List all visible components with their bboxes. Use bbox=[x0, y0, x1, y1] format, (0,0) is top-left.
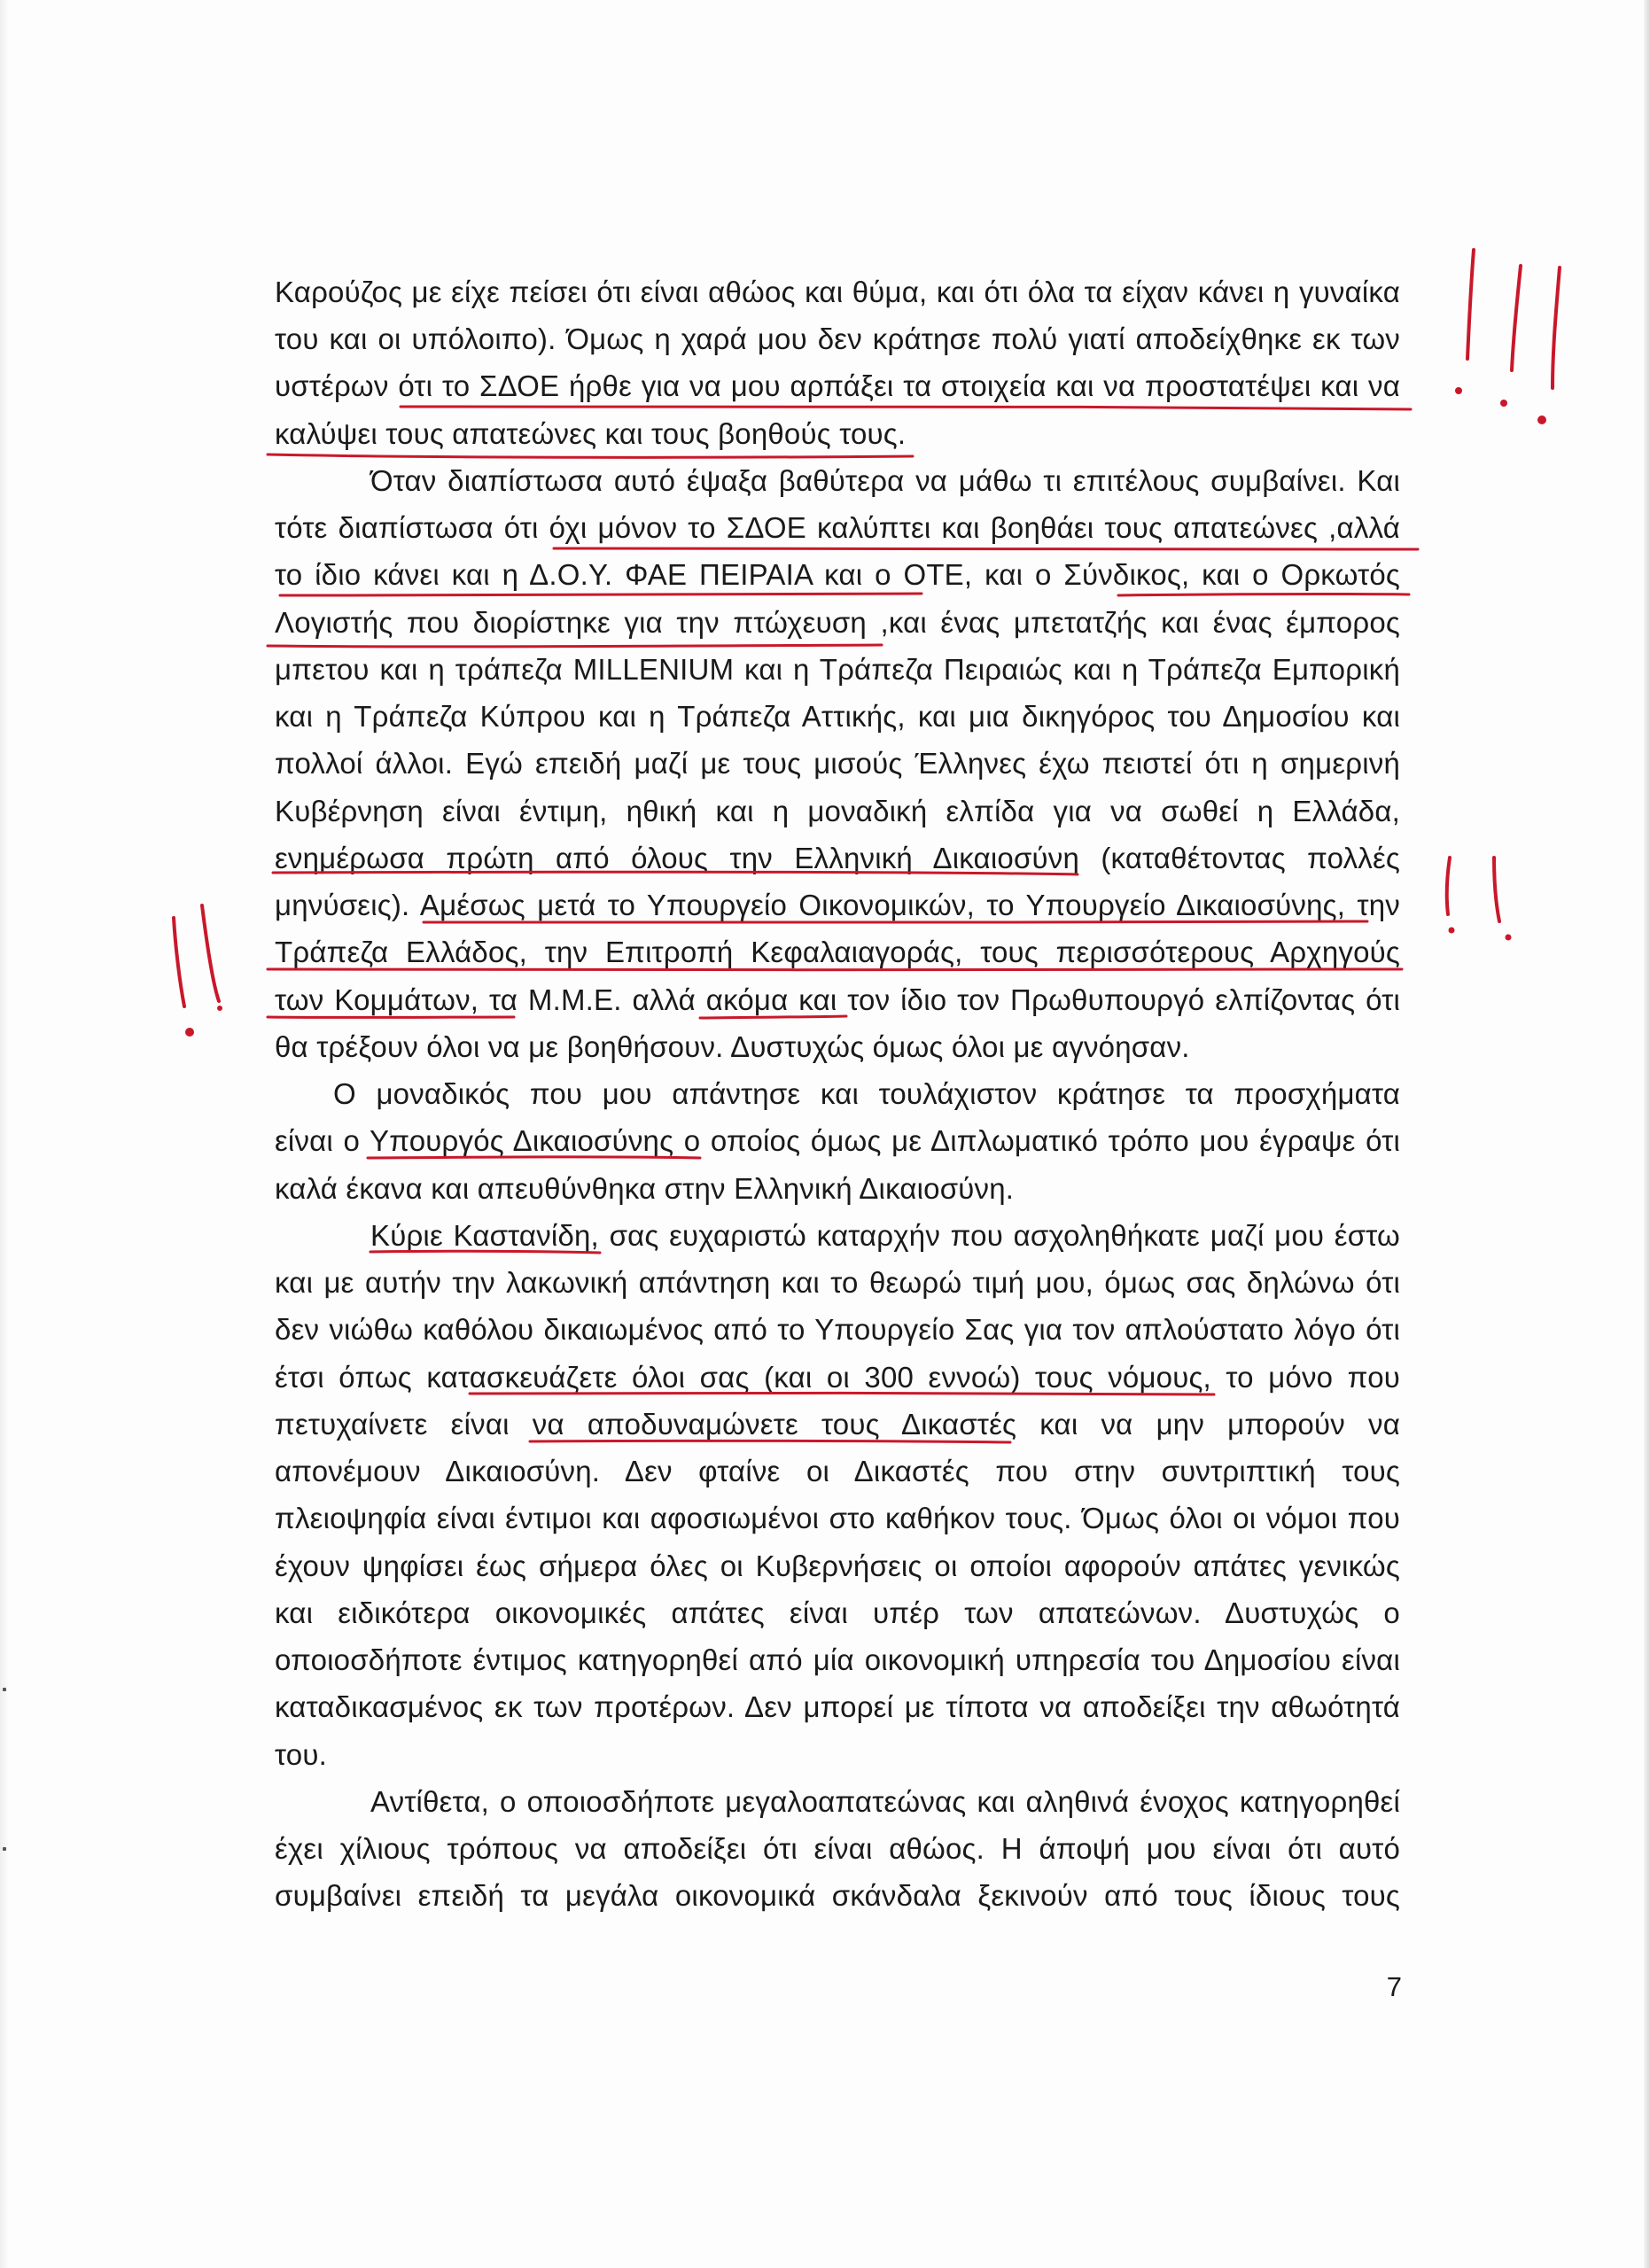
text-line: έτσι όπως κατασκευάζετε όλοι σας (και οι 300 εννοώ) τους νόμους, το μόνο που bbox=[275, 1361, 1400, 1394]
text-line: Αντίθετα, ο οποιοσδήποτε μεγαλοαπατεώνας και αληθινά ένοχος κατηγορηθεί bbox=[370, 1785, 1400, 1818]
text-line: Τράπεζα Ελλάδος, την Επιτροπή Κεφαλαιαγοράς, τους περισσότερους Αρχηγούς bbox=[275, 936, 1400, 968]
text-line: είναι ο Υπουργός Δικαιοσύνης ο οποίος όμως με Διπλωματικό τρόπο μου έγραψε ότι bbox=[275, 1124, 1400, 1157]
text-line: πετυχαίνετε είναι να αποδυναμώνετε τους Δικαστές και να μην μπορούν να bbox=[275, 1408, 1400, 1441]
text-line: ενημέρωσα πρώτη από όλους την Ελληνική Δικαιοσύνη (καταθέτοντας πολλές bbox=[275, 842, 1400, 874]
text-line: μηνύσεις). Αμέσως μετά το Υπουργείο Οικονομικών, το Υπουργείο Δικαιοσύνης, την bbox=[275, 889, 1400, 921]
text-line: συμβαίνει επειδή τα μεγάλα οικονομικά σκάνδαλα ξεκινούν από τους ίδιους τους bbox=[275, 1879, 1400, 1912]
text-line: του και οι υπόλοιπο). Όμως η χαρά μου δεν κράτησε πολύ γιατί αποδείχθηκε εκ των bbox=[275, 322, 1400, 355]
page-number: 7 bbox=[1386, 1971, 1402, 2002]
text-line: μπετου και η τράπεζα MILLENIUM και η Τράπεζα Πειραιώς και η Τράπεζα Εμπορική bbox=[275, 653, 1400, 686]
text-line: και ειδικότερα οικονομικές απάτες είναι υπέρ των απατεώνων. Δυστυχώς ο bbox=[275, 1596, 1400, 1629]
text-line: καλύψει τους απατεώνες και τους βοηθούς τους. bbox=[275, 417, 907, 450]
text-line: έχει χίλιους τρόπους να αποδείξει ότι είναι αθώος. Η άποψή μου είναι ότι αυτό bbox=[275, 1832, 1400, 1865]
text-line: πολλοί άλλοι. Εγώ επειδή μαζί με τους μισούς Έλληνες έχω πειστεί ότι η σημερινή bbox=[275, 747, 1400, 780]
text-line: του. bbox=[275, 1738, 327, 1771]
text-line: οποιοσδήποτε έντιμος κατηγορηθεί από μία οικονομική υπηρεσία του Δημοσίου είναι bbox=[275, 1643, 1400, 1676]
text-line: καλά έκανα και απευθύνθηκα στην Ελληνική Δικαιοσύνη. bbox=[275, 1172, 1015, 1205]
exclamation-marks-top-right bbox=[1455, 250, 1560, 424]
text-line: Ο μοναδικός που μου απάντησε και τουλάχιστον κράτησε τα προσχήματα bbox=[333, 1077, 1400, 1110]
text-line: και με αυτήν την λακωνική απάντηση και το θεωρώ τιμή μου, όμως σας δηλώνω ότι bbox=[275, 1266, 1400, 1299]
scan-speck bbox=[3, 1688, 6, 1691]
page-edge bbox=[1644, 0, 1650, 2268]
text-line: καταδικασμένος εκ των προτέρων. Δεν μπορεί με τίποτα να αποδείξει την αθωότητά bbox=[275, 1690, 1400, 1723]
scan-speck bbox=[3, 1847, 6, 1851]
exclamation-marks-middle-right bbox=[1447, 858, 1512, 941]
text-line: Καρούζος με είχε πείσει ότι είναι αθώος και θύμα, και ότι όλα τα είχαν κάνει η γυναίκα bbox=[275, 276, 1400, 308]
text-line: απονέμουν Δικαιοσύνη. Δεν φταίνε οι Δικαστές που στην συντριπτική τους bbox=[275, 1455, 1400, 1487]
text-line: υστέρων ότι το ΣΔΟΕ ήρθε για να μου αρπάξει τα στοιχεία και να προστατέψει και να bbox=[275, 369, 1400, 402]
text-line: Όταν διαπίστωσα αυτό έψαξα βαθύτερα να μάθω τι επιτέλους συμβαίνει. Και bbox=[370, 464, 1400, 497]
text-line: τότε διαπίστωσα ότι όχι μόνον το ΣΔΟΕ καλύπτει και βοηθάει τους απατεώνες ,αλλά bbox=[275, 511, 1400, 544]
text-line: θα τρέξουν όλοι να με βοηθήσουν. Δυστυχώς όμως όλοι με αγνόησαν. bbox=[275, 1030, 1190, 1063]
exclamation-marks-left-margin bbox=[174, 905, 222, 1037]
text-line: των Κομμάτων, τα Μ.Μ.Ε. αλλά ακόμα και τον ίδιο τον Πρωθυπουργό ελπίζοντας ότι bbox=[275, 983, 1400, 1016]
text-line: έχουν ψηφίσει έως σήμερα όλες οι Κυβερνήσεις οι οποίοι αφορούν απάτες γενικώς bbox=[275, 1550, 1400, 1582]
text-line: Κυβέρνηση είναι έντιμη, ηθική και η μοναδική ελπίδα για να σωθεί η Ελλάδα, bbox=[275, 795, 1400, 827]
text-line: Κύριε Καστανίδη, σας ευχαριστώ καταρχήν που ασχοληθήκατε μαζί μου έστω bbox=[370, 1219, 1400, 1252]
text-line: Λογιστής που διορίστηκε για την πτώχευση ,και ένας μπετατζής και ένας έμπορος bbox=[275, 606, 1400, 639]
text-line: δεν νιώθω καθόλου δικαιωμένος από το Υπουργείο Σας για τον απλούστατο λόγο ότι bbox=[275, 1313, 1400, 1346]
text-line: το ίδιο κάνει και η Δ.Ο.Υ. ΦΑΕ ΠΕΙΡΑΙΑ και ο ΟΤΕ, και ο Σύνδικος, και ο Ορκωτός bbox=[275, 558, 1400, 591]
scan-edge-shadow bbox=[0, 0, 9, 2268]
text-line: πλειοψηφία είναι έντιμοι και αφοσιωμένοι στο καθήκον τους. Όμως όλοι οι νόμοι που bbox=[275, 1502, 1400, 1534]
text-line: και η Τράπεζα Κύπρου και η Τράπεζα Αττικής, και μια δικηγόρος του Δημοσίου και bbox=[275, 700, 1400, 733]
